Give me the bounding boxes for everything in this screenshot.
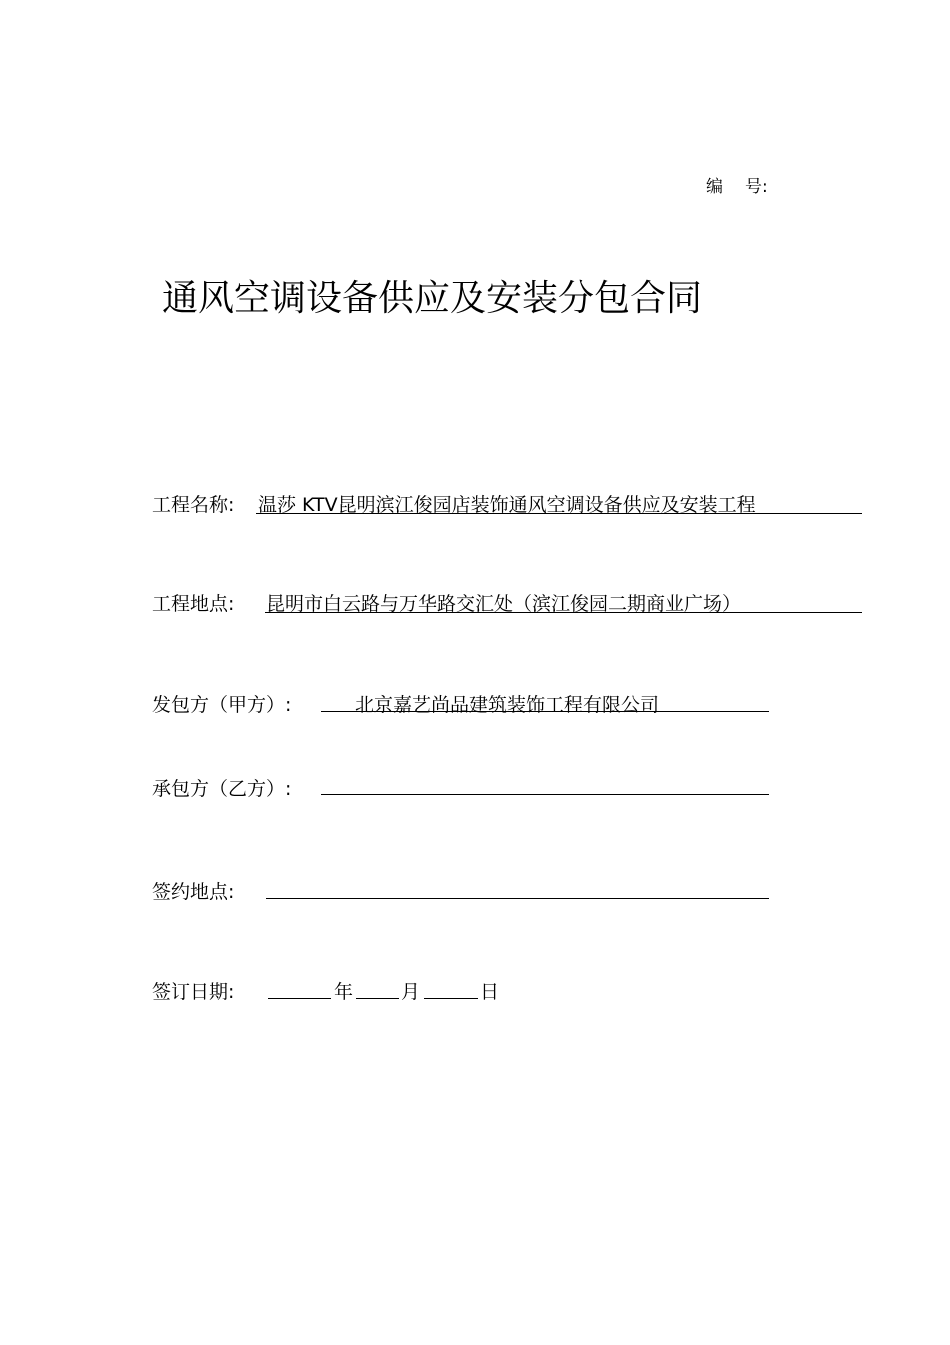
party-a-value: 北京嘉艺尚品建筑装饰工程有限公司 [355,694,660,716]
serial-label-part-a: 编 [706,177,723,197]
party-a-label: 发包方（甲方）: [152,694,292,716]
signing-date-month-label: 月 [401,981,421,1003]
signing-date-day-label: 日 [480,981,500,1003]
project-location-value: 昆明市白云路与万华路交汇处（滨江俊园二期商业广场） [266,593,742,615]
document-title: 通风空调设备供应及安装分包合同 [162,278,703,319]
project-name-label: 工程名称: [152,494,235,516]
project-location-underline [265,612,862,613]
signing-date-month-blank [356,998,399,999]
party-b-underline [321,794,769,795]
signing-date-label: 签订日期: [152,981,235,1003]
project-name-value: 温莎 KTV昆明滨江俊园店装饰通风空调设备供应及安装工程 [258,494,756,516]
party-b-label: 承包方（乙方）: [152,778,292,800]
serial-number-label [706,172,768,197]
party-a-underline [321,711,769,712]
project-location-label: 工程地点: [152,593,235,615]
serial-label-part-b: 号: [745,177,768,197]
project-name-underline [256,513,862,514]
signing-date-year-blank [268,998,331,999]
signing-date-year-label: 年 [334,981,354,1003]
signing-place-underline [266,898,769,899]
signing-date-day-blank [424,998,478,999]
signing-place-label: 签约地点: [152,881,235,903]
